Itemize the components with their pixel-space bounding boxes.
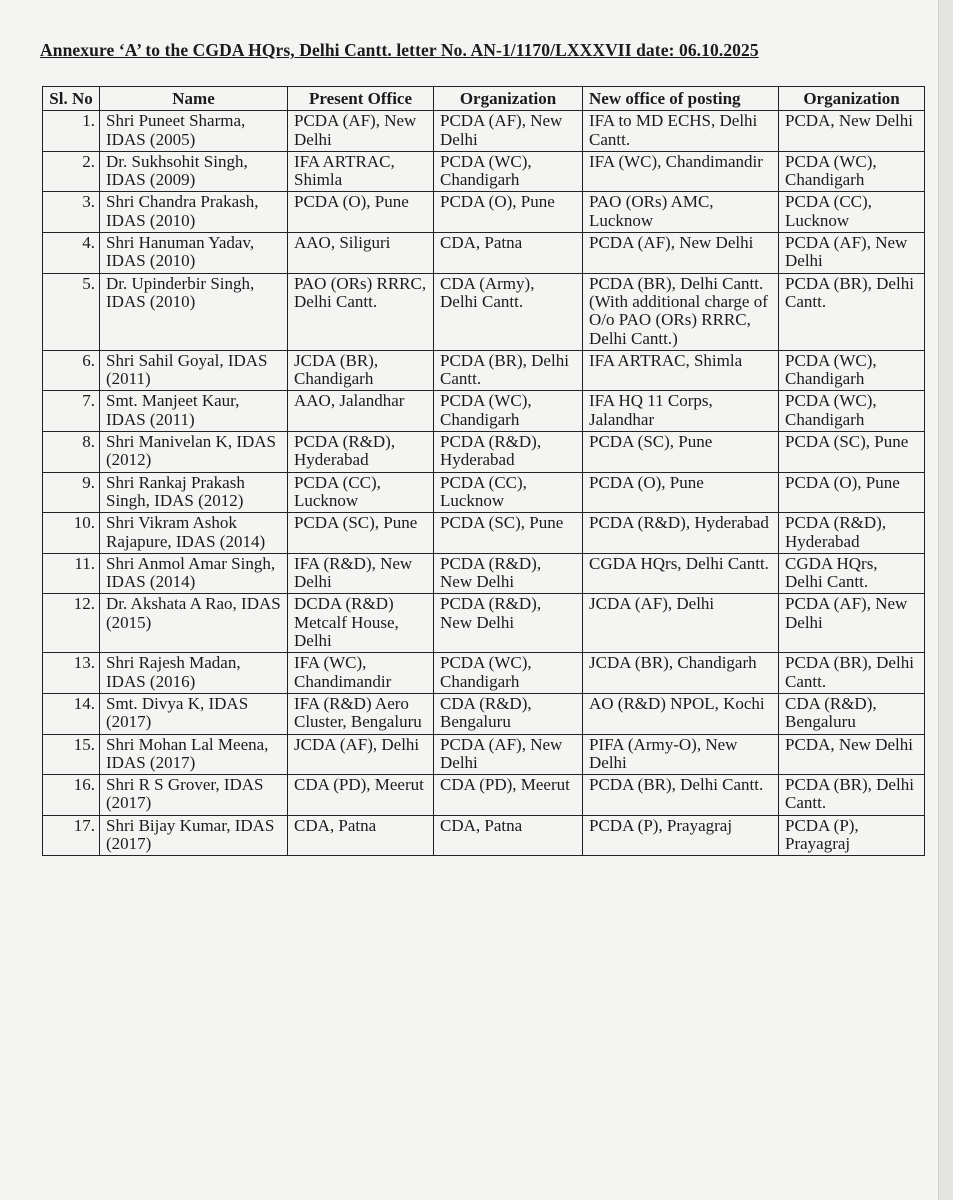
organization-cell: PCDA (WC), Chandigarh: [434, 653, 583, 694]
present-office-cell: AAO, Siliguri: [288, 233, 434, 274]
name-cell: Shri Sahil Goyal, IDAS (2011): [100, 350, 288, 391]
sl-cell: 16.: [43, 775, 100, 816]
organization-cell: CDA, Patna: [434, 815, 583, 856]
new-organization-cell: PCDA (BR), Delhi Cantt.: [779, 653, 925, 694]
table-row: [43, 513, 925, 554]
new-office-cell: IFA to MD ECHS, Delhi Cantt.: [583, 111, 779, 152]
sl-cell: 9.: [43, 472, 100, 513]
new-organization-cell: PCDA (BR), Delhi Cantt.: [779, 273, 925, 350]
new-office-cell: AO (R&D) NPOL, Kochi: [583, 693, 779, 734]
present-office-cell: AAO, Jalandhar: [288, 391, 434, 432]
table-row: [43, 472, 925, 513]
present-office-cell: JCDA (BR), Chandigarh: [288, 350, 434, 391]
name-cell: Shri Rajesh Madan, IDAS (2016): [100, 653, 288, 694]
organization-cell: PCDA (R&D), New Delhi: [434, 594, 583, 653]
name-cell: Smt. Manjeet Kaur, IDAS (2011): [100, 391, 288, 432]
organization-cell: PCDA (WC), Chandigarh: [434, 391, 583, 432]
table-header-row: [43, 87, 925, 111]
header-new-office: New office of posting: [583, 87, 779, 111]
name-cell: Shri Puneet Sharma, IDAS (2005): [100, 111, 288, 152]
header-name: Name: [100, 87, 288, 111]
new-office-cell: PCDA (R&D), Hyderabad: [583, 513, 779, 554]
new-office-cell: JCDA (AF), Delhi: [583, 594, 779, 653]
present-office-cell: PCDA (R&D), Hyderabad: [288, 432, 434, 473]
sl-cell: 17.: [43, 815, 100, 856]
sl-cell: 13.: [43, 653, 100, 694]
sl-cell: 3.: [43, 192, 100, 233]
header-sl-no: Sl. No: [43, 87, 100, 111]
present-office-cell: DCDA (R&D) Metcalf House, Delhi: [288, 594, 434, 653]
new-organization-cell: PCDA, New Delhi: [779, 111, 925, 152]
new-office-cell: PCDA (AF), New Delhi: [583, 233, 779, 274]
organization-cell: CDA, Patna: [434, 233, 583, 274]
new-organization-cell: PCDA (WC), Chandigarh: [779, 391, 925, 432]
name-cell: Shri Mohan Lal Meena, IDAS (2017): [100, 734, 288, 775]
sl-cell: 1.: [43, 111, 100, 152]
table-row: [43, 350, 925, 391]
new-organization-cell: PCDA, New Delhi: [779, 734, 925, 775]
table-row: [43, 553, 925, 594]
organization-cell: PCDA (R&D), Hyderabad: [434, 432, 583, 473]
new-office-cell: PCDA (BR), Delhi Cantt.: [583, 775, 779, 816]
new-office-cell: CGDA HQrs, Delhi Cantt.: [583, 553, 779, 594]
new-organization-cell: PCDA (BR), Delhi Cantt.: [779, 775, 925, 816]
present-office-cell: PCDA (AF), New Delhi: [288, 111, 434, 152]
present-office-cell: CDA, Patna: [288, 815, 434, 856]
table-row: [43, 111, 925, 152]
organization-cell: PCDA (BR), Delhi Cantt.: [434, 350, 583, 391]
new-office-cell: JCDA (BR), Chandigarh: [583, 653, 779, 694]
new-office-cell: IFA ARTRAC, Shimla: [583, 350, 779, 391]
name-cell: Shri Manivelan K, IDAS (2012): [100, 432, 288, 473]
present-office-cell: IFA (R&D), New Delhi: [288, 553, 434, 594]
new-organization-cell: PCDA (AF), New Delhi: [779, 594, 925, 653]
organization-cell: PCDA (AF), New Delhi: [434, 111, 583, 152]
sl-cell: 11.: [43, 553, 100, 594]
present-office-cell: CDA (PD), Meerut: [288, 775, 434, 816]
present-office-cell: IFA (WC), Chandimandir: [288, 653, 434, 694]
page-edge: [938, 0, 953, 1200]
organization-cell: PCDA (AF), New Delhi: [434, 734, 583, 775]
header-present-office: Present Office: [288, 87, 434, 111]
name-cell: Shri Rankaj Prakash Singh, IDAS (2012): [100, 472, 288, 513]
organization-cell: PCDA (SC), Pune: [434, 513, 583, 554]
present-office-cell: PCDA (CC), Lucknow: [288, 472, 434, 513]
new-organization-cell: PCDA (AF), New Delhi: [779, 233, 925, 274]
table-row: [43, 391, 925, 432]
table-row: [43, 693, 925, 734]
table-row: [43, 653, 925, 694]
organization-cell: PCDA (CC), Lucknow: [434, 472, 583, 513]
name-cell: Dr. Akshata A Rao, IDAS (2015): [100, 594, 288, 653]
new-office-cell: PCDA (BR), Delhi Cantt. (With additional charge of O/o PAO (ORs) RRRC, Delhi Cantt.): [583, 273, 779, 350]
table-row: [43, 151, 925, 192]
sl-cell: 7.: [43, 391, 100, 432]
sl-cell: 15.: [43, 734, 100, 775]
sl-cell: 4.: [43, 233, 100, 274]
new-office-cell: PCDA (SC), Pune: [583, 432, 779, 473]
organization-cell: CDA (R&D), Bengaluru: [434, 693, 583, 734]
organization-cell: CDA (PD), Meerut: [434, 775, 583, 816]
new-office-cell: PCDA (O), Pune: [583, 472, 779, 513]
table-row: [43, 734, 925, 775]
table-row: [43, 233, 925, 274]
name-cell: Smt. Divya K, IDAS (2017): [100, 693, 288, 734]
organization-cell: CDA (Army), Delhi Cantt.: [434, 273, 583, 350]
table-row: [43, 775, 925, 816]
name-cell: Shri Vikram Ashok Rajapure, IDAS (2014): [100, 513, 288, 554]
new-organization-cell: PCDA (P), Prayagraj: [779, 815, 925, 856]
table-row: [43, 432, 925, 473]
sl-cell: 14.: [43, 693, 100, 734]
name-cell: Dr. Upinderbir Singh, IDAS (2010): [100, 273, 288, 350]
new-organization-cell: PCDA (WC), Chandigarh: [779, 350, 925, 391]
annexure-heading: Annexure ‘A’ to the CGDA HQrs, Delhi Cantt. letter No. AN-1/1170/LXXXVII date: 06.10.2025: [40, 40, 759, 60]
new-organization-cell: PCDA (SC), Pune: [779, 432, 925, 473]
name-cell: Shri Bijay Kumar, IDAS (2017): [100, 815, 288, 856]
new-organization-cell: PCDA (R&D), Hyderabad: [779, 513, 925, 554]
name-cell: Shri R S Grover, IDAS (2017): [100, 775, 288, 816]
posting-table: [42, 86, 925, 856]
table-row: [43, 594, 925, 653]
present-office-cell: IFA (R&D) Aero Cluster, Bengaluru: [288, 693, 434, 734]
sl-cell: 6.: [43, 350, 100, 391]
new-organization-cell: PCDA (CC), Lucknow: [779, 192, 925, 233]
new-office-cell: PAO (ORs) AMC, Lucknow: [583, 192, 779, 233]
present-office-cell: PCDA (O), Pune: [288, 192, 434, 233]
new-office-cell: IFA HQ 11 Corps, Jalandhar: [583, 391, 779, 432]
table-row: [43, 192, 925, 233]
sl-cell: 2.: [43, 151, 100, 192]
name-cell: Dr. Sukhsohit Singh, IDAS (2009): [100, 151, 288, 192]
name-cell: Shri Anmol Amar Singh, IDAS (2014): [100, 553, 288, 594]
new-office-cell: PIFA (Army-O), New Delhi: [583, 734, 779, 775]
header-new-organization: Organization: [779, 87, 925, 111]
present-office-cell: PAO (ORs) RRRC, Delhi Cantt.: [288, 273, 434, 350]
header-organization: Organization: [434, 87, 583, 111]
sl-cell: 8.: [43, 432, 100, 473]
table-row: [43, 273, 925, 350]
present-office-cell: PCDA (SC), Pune: [288, 513, 434, 554]
name-cell: Shri Hanuman Yadav, IDAS (2010): [100, 233, 288, 274]
present-office-cell: JCDA (AF), Delhi: [288, 734, 434, 775]
present-office-cell: IFA ARTRAC, Shimla: [288, 151, 434, 192]
table-row: [43, 815, 925, 856]
organization-cell: PCDA (O), Pune: [434, 192, 583, 233]
new-organization-cell: PCDA (WC), Chandigarh: [779, 151, 925, 192]
organization-cell: PCDA (WC), Chandigarh: [434, 151, 583, 192]
sl-cell: 10.: [43, 513, 100, 554]
sl-cell: 5.: [43, 273, 100, 350]
organization-cell: PCDA (R&D), New Delhi: [434, 553, 583, 594]
sl-cell: 12.: [43, 594, 100, 653]
new-organization-cell: PCDA (O), Pune: [779, 472, 925, 513]
new-office-cell: IFA (WC), Chandimandir: [583, 151, 779, 192]
new-office-cell: PCDA (P), Prayagraj: [583, 815, 779, 856]
new-organization-cell: CDA (R&D), Bengaluru: [779, 693, 925, 734]
name-cell: Shri Chandra Prakash, IDAS (2010): [100, 192, 288, 233]
new-organization-cell: CGDA HQrs, Delhi Cantt.: [779, 553, 925, 594]
